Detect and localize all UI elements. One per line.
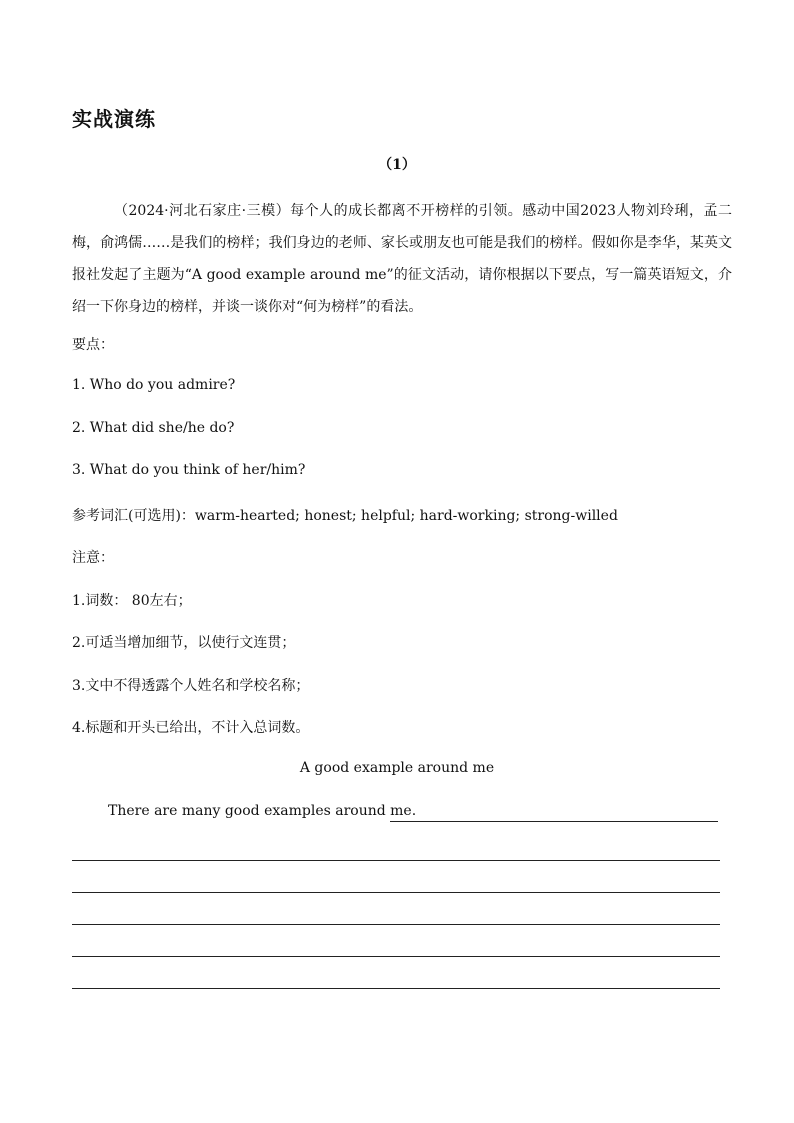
answer-line[interactable] [72,860,720,861]
point-item: 3. What do you think of her/him? [72,462,306,478]
point-item: 1. Who do you admire? [72,377,236,393]
question-number: （1） [378,157,416,173]
answer-line[interactable] [72,956,720,957]
note-item: 1.词数： 80左右； [72,593,192,609]
answer-line[interactable] [72,988,720,989]
answer-line[interactable] [72,892,720,893]
reference-vocabulary: 参考词汇(可选用)：warm-hearted; honest; helpful; hard-working; strong-willed [72,508,618,524]
essay-title: A good example around me [299,760,495,776]
points-label: 要点： [72,337,114,353]
notes-label: 注意： [72,550,114,566]
essay-opening-sentence: There are many good examples around me. [108,803,417,819]
note-item: 2.可适当增加细节，以使行文连贯； [72,635,296,651]
point-item: 2. What did she/he do? [72,420,235,436]
section-heading: 实战演练 [72,107,156,131]
answer-blank-line[interactable] [390,821,718,822]
answer-line[interactable] [72,924,720,925]
note-item: 4.标题和开头已给出，不计入总词数。 [72,720,310,736]
writing-prompt: （2024·河北石家庄·三模）每个人的成长都离不开榜样的引领。感动中国2023人物刘玲琍，孟二梅，俞鸿儒……是我们的榜样；我们身边的老师、家长或朋友也可能是我们的榜样。假如你是李华，某英文报社发起了主题为“A good example around me”的征文活动，请你根据以下要点，写一篇英语短文，介绍一下你身边的榜样，并谈一谈你对“何为榜样”的看法。 [72,203,732,315]
note-item: 3.文中不得透露个人姓名和学校名称； [72,678,310,694]
